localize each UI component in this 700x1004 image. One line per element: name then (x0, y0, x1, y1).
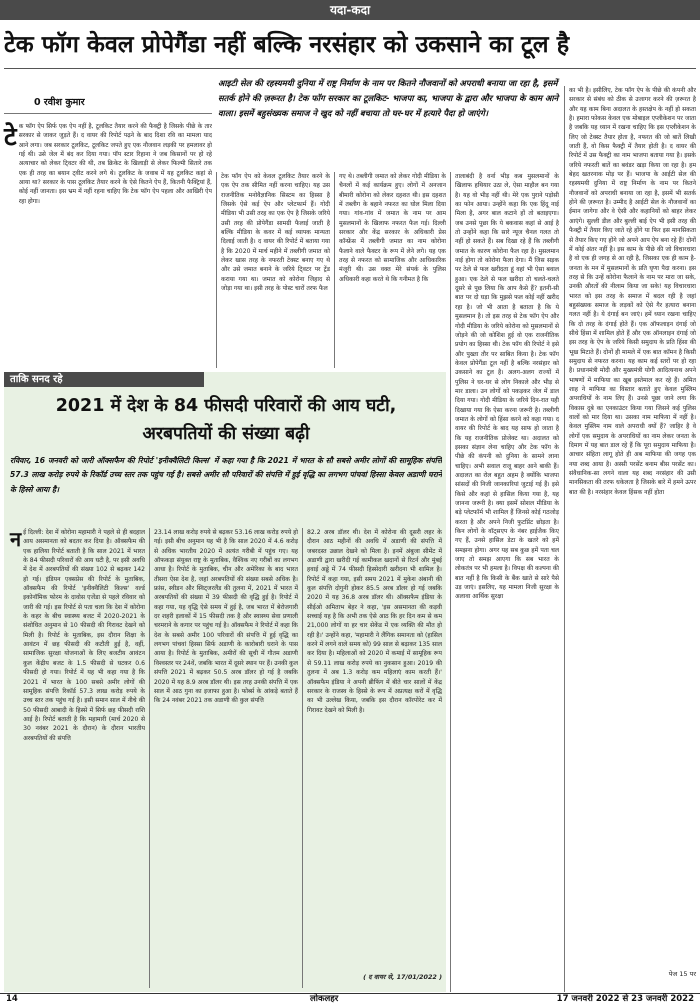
article-2-headline-line-2: अरबपतियों की संख्या बढ़ी (142, 424, 310, 444)
article-2-signoff: ( द वायर से, 17/01/2022 ) (363, 973, 442, 981)
article-body-col-3: गए थे। तब्लीगी जमात को लेकर गोदी मीडिया के चैनलों में कई कार्यक्रम हुए। लोगों में अनजान बीमारी कोरोना को लेकर दहशत थी। इस दहशत में तब्लीग के बहाने नफरत का घोल मिला दिया गया। गांव-गांव में जमात के नाम पर आम मुसलमानों के खिलाफ नफरत फैल गई। दिल्ली सरकार और केंद्र सरकार के अधिकारी प्रेस कॉन्फ्रेंस में तब्लीगी जमात का नाम कोरोना फैलाने वाले फैक्टर के रूप में लेने लगे। यह एक तरह से नफरत को सामाजिक और आधिकारिक मंजूरी थी। उस वक्त मेरे संपर्क के पुलिस अधिकारी कहा करते थे कि गनीमत है कि (339, 173, 446, 283)
continued-note: पेज 15 पर (668, 970, 696, 978)
article-body-col-1 (4, 122, 212, 372)
section-header-band (0, 0, 700, 20)
page-headline: टेक फॉग केवल प्रोपेगैंडा नहीं बल्कि नरसंहार को उकसाने का टूल है (4, 31, 570, 58)
byline: 0 रवीश कुमार (34, 97, 85, 108)
article-deck: आइटी सेल की रहस्यमयी दुनिया में राष्ट्र निर्माण के नाम पर कितने नौजवानों को अपराधी बनाया जा रहा है, इसमें सतर्क होने की ज़रूरत है। टेक फॉग सरकार का टूलकिट- भाजपा का, भाजपा के द्वारा और भाजपा के काम आने वाला। इसमें बहुसंख्यक समाज ने खुद को नहीं बचाया तो घर-घर में हत्यारे पैदा हो जाएंगे। (218, 78, 559, 118)
section-label: यदा-कदा (329, 3, 371, 17)
article-2-col-3: 82.2 अरब डॉलर थी। देश में कोरोना की दूसरी लहर के दौरान आठ महीनों की अवधि में अडाणी की संपत्ति में जबरदस्त उछाल देखने को मिला है। इनमें अंबुजा सीमेंट में अडाणी द्वारा खरीदी गई कामीकल खदानों से रिटर्न और मुंबई हवाई अड्डे में 74 फीसदी हिस्सेदारी खरीदना भी शामिल है। रिपोर्ट में कहा गया, इसी समय 2021 में मुकेश अंबानी की कुल संपत्ति दोगुनी होकर 85.5 अरब डॉलर हो गई जबकि 2020 में यह 36.8 अरब डॉलर थी। ऑक्सफैम इंडिया के सीईओ अमिताभ बेहर ने कहा, 'इस असमानता की कड़वी सच्चाई यह है कि अभी तक ऐसे आठ कि हर दिन कम से कम 21,000 लोगों या हर चार सेकेंड में एक व्यक्ति की मौत हो रही है।' उन्होंने कहा, 'महामारी ने लैंगिक समानता को (हासिल करने में लगने वाले समय को) 99 साल से बढ़ाकर 135 साल कर दिया है। महिलाओं को 2020 में कमाई में सामूहिक रूप से 59.11 लाख करोड़ रुपये का नुकसान हुआ। 2019 की तुलना में अब 1.3 करोड़ कम महिलाएं काम करती हैं।' ऑक्सफैम इंडिया ने अपनी ब्रीफिंग में बीते चार सालों में केंद्र सरकार के राजस्व के हिस्से के रूप में अप्रत्यक्ष करों में वृद्धि का भी उल्लेख किया, जबकि इस दौरान कॉरपोरेट कर में गिरावट देखने को मिली है। (307, 529, 442, 714)
page-number: 14 (6, 994, 18, 1004)
article-body-col-2: टेक फॉग ऐप को केवल टूलकिट तैयार करने के एक ऐप तक सीमित नहीं करना चाहिए। यह उस राजनीतिक मनोवैज्ञानिक सिस्टम का हिस्सा है जिसके ऐसे कई ऐप और प्लेटफार्म हैं। गोदी मीडिया भी उसी तरह का एक ऐप है जिसके जरिये उसी तरह की प्रोपेगैंडा सामग्री फैलाई जाती है बल्कि मीडिया के कवर में कई व्यापक मान्यता दिलाई जाती है। द वायर की रिपोर्ट में बताया गया है कि 2020 में मार्च महीने में तब्लीगी जमात को लेकर खास तरह के नफरती टेक्स्ट बनाए गए थे और उसे जमात बनाने के जरिये टि्वटर पर ट्रेंड कराया गया था। जमात को कोरोना जिहाद से जोड़ा गया था। इसी तरह के पोस्ट चारों तरफ फैल (221, 173, 330, 293)
article-2-col-2: 23.14 लाख करोड़ रुपये से बढ़कर 53.16 लाख करोड़ रुपये हो गई। इसी बीच अनुमान यह भी है कि साल 2020 में 4.6 करोड़ से अधिक भारतीय 2020 में अत्यंत गरीबी में पहुंच गए। यह ऑफकड़ा संयुक्त राष्ट्र के मुताबिक, वैश्विक नए गरीबों का लगभग आधा है। रिपोर्ट के मुताबिक, चीन और अमेरिका के बाद भारत तीसरा ऐसा देश है, जहां अरबपतियों की संख्या सबसे अधिक है। फ्रांस, स्वीडन और स्विट्जरलैंड की तुलना में, 2021 में भारत में अरबपतियों की संख्या में 39 फीसदी की वृद्धि हुई है। रिपोर्ट में कहा गया, यह वृद्धि ऐसे समय में हुई है, जब भारत में बेरोजगारी दर शहरी इलाकों में 15 फीसदी तक है और स्वास्थ्य सेवा प्रणाली चरमराने के कगार पर पहुंच गई है। ऑक्सफैम ने रिपोर्ट में कहा कि देश के सबसे अमीर 100 परिवारों की संपत्ति में हुई वृद्धि का लगभग पांचवां हिस्सा सिर्फ अडाणी के कारोबारी घराने के पास आया है। रिपोर्ट के मुताबिक, अमीरों की सूची में गौतम अडाणी विश्वस्तर पर 24वें, जबकि भारत में दूसरे स्थान पर हैं। उनकी कुल संपत्ति 2021 में बढ़कर 50.5 अरब डॉलर हो गई है जबकि 2020 में यह 8.9 अरब डॉलर थी। इस तरह उनकी संपत्ति में एक साल में आठ गुना का इजाफा हुआ है। फोर्ब्स के आंकड़े बताते हैं कि 24 नवंबर 2021 तक अडाणी की कुल संपत्ति (154, 529, 298, 705)
article-2-headline-line-1: 2021 में देश के 84 फीसदी परिवारों की आय घटी, (55, 396, 397, 416)
issue-date: 17 जनवरी 2022 से 23 जनवरी 2022 (556, 994, 694, 1004)
article-2-col-1 (10, 528, 145, 990)
article-body-col-4: तालाबंदी है वर्ना भीड़ कब मुसलमानों के खिलाफ हथियार उठा ले, ऐसा माहौल बन गया है। यह वो भीड़ नहीं थी। मेरे एक पुराने पड़ोसी का फोन आया। उन्होंने कहा कि एक हिंदू नाई मिला है, अगर बाल कटाने हों तो बताइएगा। जब उनसे पूछा कि ये बकवास कहां से आई है तो उन्होंने कहा कि सारे न्यूज चैनल गलत तो नहीं हो सकते हैं। सब दिखा रहे हैं कि तब्लीगी जमात के कारण कोरोना फैल रहा है। मुसलमान नाई होगा तो कोरोना फैला देगा। मैं जिस सड़क पर ठेले से फल खरीदता हूं वहां भी ऐसा बवाल हुआ। एक ठेले से फल खरीदा तो चलते-चलते दूसरे से पूछ लिया कि आप कैसे हैं? इतनी-सी बात पर दो घड़ा कि मुझसे फल कोई नहीं खरीद रहा है। जो भी आता है बताता है कि ये मुसलमान है। तो इस तरह से टेक फॉग ऐप और गोदी मीडिया के जरिये कोरोना को मुसलमानों से जोड़ने की जो कोशिश हुई वो एक राजनीतिक प्रयोग का हिस्सा थी। टेक फॉग की रिपोर्ट ने इसे और पुख्ता तौर पर साबित किया है। टेक फॉग केवल प्रोपेगैंडा टूल नहीं है बल्कि नरसंहार को उकसाने का टूल है। अलग-अलग राज्यों में पुलिस ने घर-घर से लोग निकाले और भीड़ से मार डाला। उन लोगों को पकड़कर जेल में डाल दिया गया। गोदी मीडिया के जरिये दिन-रात यही दिखाया गया कि ऐसा करना जरूरी है। तब्लीगी जमात के लोगों को हिंसा करने को कहा गया। द वायर की रिपोर्ट के बाद यह साफ हो जाता है कि यह राजनीतिक प्रोजेक्ट था। अदालत को इसका संज्ञान लेना चाहिए और टेक फॉग के पीछे की कंपनी को दुनिया के सामने लाना चाहिए। अभी सवाल राजू बाहर आने बाकी हैं। अदालत का रोल बहुत अहम है क्योंकि भाजपा सांसदों की निजी जानकारियां जुटाई गई हैं। इसे किसे और कहां से हासिल किया गया है, यह जानना जरूरी है। क्या इसमें सोशल मीडिया के बड़े प्लेटफॉर्म भी शामिल हैं जिनसे कोई गठजोड़ करता है और अपने निजी फुटप्रिंट छोड़ता है। किन लोगों के वॉट्सएप के नंबर हाईजैक किए गए हैं, उनसे हासिल डेटा के खतरे को हमें समझना होगा। अगर यह सब कुछ हमें पता चल जाए तो समझ आएगा कि सब भारत के लोकतंत्र पर भी हमला है। विपक्ष की कल्पना की बात नहीं है कि किसी के बैंक खाते से सारे पैसे उड़ जाएं। इसलिए, यह मामला निजी सुरक्षा के अलावा आर्थिक सुरक्षा (455, 173, 559, 601)
kicker-band (4, 372, 204, 387)
publication-name: लोकलहर (310, 994, 339, 1004)
body-text: क फॉग ऐप सिर्फ एक ऐप नहीं है, टूलकिट तैयार करने की फैक्ट्री है जिसके पीछे के तार सरकार से जाकर जुड़ते हैं। द वायर की रिपोर्ट पढ़ने के बाद दिशा रवि का मामला याद आने लगा। जब सरकार टूलकिट, टूलकिट जपते हुए एक नौजवान लड़की पर हमलावर हो गई थी। उसे जेल में बंद कर दिया गया। पॉप स्टार रिहाना ने जब किसानों पर हो रहे अत्याचार को लेकर टि्वटर की थी, तब क्रिकेट के खिलाड़ी से लेकर फिल्मी सितारे तक एक ही तरह का बयान ट्वीट करने लगे थे। टूलकिट के जवाब में यह टूलकिट कहां से आया था? सरकार के पास टूलकिट तैयार करने के ऐसे कितने ऐप हैं, कितनी फैक्ट्रियां हैं, कोई नहीं जानता। इस भ्रम में नहीं रहना चाहिए कि टेक फॉग ऐप पहला और आखिरी ऐप रहा होगा। (18, 123, 212, 205)
article-body-col-5: का भी है। इसीलिए, टेक फॉग ऐप के पीछे की कंपनी और सरकार से संबंध को ठीक से उजागर करने की ज़रूरत है और यह काम बिना अदालत के हस्तक्षेप के नहीं हो सकता है। हमारा फोकस केवल एक मोबाइल एप्लीकेशन पर जाता है जबकि यह ध्यान में रखना चाहिए कि इस एप्लीकेशन के लिए जो टेक्स्ट तैयार होता है, नफरत की जो बातें लिखी जाती हैं, वो किस फैक्ट्री में तैयार होती है। द वायर की रिपोर्ट में उस फैक्ट्री का नाम भाजपा बताया गया है। इसके जरिये नफरती बातें का बवंडर खड़ा किया जा रहा है। हम बेहद खतरनाक मोड़ पर हैं। भाजपा के आईटी सेल की रहस्यमयी दुनिया में राष्ट्र निर्माण के नाम पर कितने नौजवानों को अपराधी बनाया जा रहा है, इसमें भी सतर्क होने की ज़रूरत है। उम्मीद है आईटी सेल के नौजवानों का ईमान जागेगा और वे ऐसी और कहानियों को बाहर लेकर आएंगे। सुल्ली डील और बुल्ली बाई ऐप भी इसी तरह की फैक्ट्री में तैयार किए जाते रहे होंगे या फिर इस मानसिकता से तैयार किए गए होंगे जो अपने आप ऐप बना रहे हैं! दोनों में कोई अंतर नहीं है। इस काम के पीछे की जो विचारधारा है वो एक ही जगह से आ रही है, जिसका एक ही काम है- जनता के मन में मुसलमानों के प्रति घृणा पैदा करना। इस तरह से कि उन्हें कोरोना फैलाने के नाम पर मारा जा सके, उनकी औरतों की नीलाम किया जा सके! यह विचारधारा भारत को इस तरह के समाज में बदल रही है जहां बहुसंख्यक समाज के लड़कों को ऐसे गैर हत्यारा बनाना गलत नहीं है। ये दंगाई बन जाएं। हमें ध्यान रखना चाहिए कि दो तरह के दंगाई होते हैं। एक ऑफलाइन दंगाई जो सीधे हिंसा में शामिल होते हैं और एक ऑनलाइन दंगाई जो इस तरह के ऐप के जरिये किसी समुदाय के प्रति हिंसा की भूख मिटाते हैं। दोनों ही मामले में एक बात कॉमन है किसी समुदाय से नफरत करना। यह काम कई स्तरों पर हो रहा है। प्रधानमंत्री मोदी और मुख्यमंत्री योगी आदित्यनाथ अपने भाषणों में माफिया का खूब इस्तेमाल कर रहे हैं। अमित शाह ने माफिया का विस्तार बताते हुए केवल मुस्लिम अपराधियों के नाम लिए हैं। उनसे पूछा जाने लगा कि विकास दुबे का एनकाउंटर किया गया जिसने कई पुलिस वालों को मार दिया था। उसका नाम माफिया में नहीं है। केवल मुस्लिम नाम वाले अपराधी क्यों हैं? जाहिर है वे लोगों एक समुदाय के अपराधियों का नाम लेकर जनता के दिमाग में यह बात डाल रहे हैं कि पूरा समुदाय माफिया है। आचार संहिता लागू होते ही अब माफिया की जगह एक नया शब्द आया है। अस्सी परसेंट बनाम बीस परसेंट का। संवैधानिक-सा लगने वाला यह शब्द नरसंहार की उसी मानसिकता की तरफ धकेलता है जिसके बारे में हमने ऊपर बात की है। नरसंहार केवल हिंसक नहीं होता (569, 87, 696, 496)
body-text: ई दिल्ली: देश में कोरोना महामारी ने पहले से ही बदहाल आय असमानता को बदतर कर दिया है। ऑक्सफैम की एक हालिया रिपोर्ट बताती है कि साल 2021 में भारत के 84 फीसदी परिवारों की आय घटी है, पर इसी अवधि में देश में अरबपतियों की संख्या 102 से बढ़कर 142 हो गई। इंडियन एक्सप्रेस की रिपोर्ट के मुताबिक, ऑक्सफैम की रिपोर्ट 'इनीक्वैलिटी किल्स' वर्ल्ड इकोनॉमिक फोरम के दावोस एजेंडा से पहले रविवार को जारी की गई। इस रिपोर्ट से पता चला कि देश में कोरोना के कहर के बीच स्वास्थ्य बजट में 2020-2021 के संशोधित अनुमान से 10 फीसदी की गिरावट देखने को मिली है। रिपोर्ट के मुताबिक, इस दौरान शिक्षा के आवंटन में छह फीसदी की कटौती हुई है, वहीं, सामाजिक सुरक्षा योजनाओं के लिए बजटीय आवंटन कुल केंद्रीय बजट के 1.5 फीसदी से घटकर 0.6 फीसदी हो गया। रिपोर्ट में यह भी कहा गया है कि 2021 में भारत के 100 सबसे अमीर लोगों की सामूहिक संपत्ति रिकॉर्ड 57.3 लाख करोड़ रुपये के उच्च स्तर तक पहुंच गई है। इसी समान साल में नीचे की 50 फीसदी आबादी के हिस्से में सिर्फ छह फीसदी राशि आई है। रिपोर्ट बताती है कि महामारी (मार्च 2020 से 30 नवंबर 2021 के दौरान) के दौरान भारतीय अरबपतियों की संपत्ति (23, 529, 145, 742)
kicker-label: ताकि सनद रहे (10, 374, 63, 385)
article-2-deck: रविवार, 16 जनवरी को जारी ऑक्सफैम की रिपोर्ट 'इनीक्वैलिटी किल्स' में कहा गया है कि 2021 में भारत के सौ सबसे अमीर लोगों की सामूहिक संपत्ति 57.3 लाख करोड़ रुपये के रिकॉर्ड उच्च स्तर तक पहुंच गई है। सबसे अमीर सौ परिवारों की संपत्ति में हुई वृद्धि का लगभग पांचवां हिस्सा केवल अडाणी घराने के हिस्से आया है। (10, 456, 442, 494)
dropcap: न (10, 527, 22, 551)
dropcap: टे (4, 122, 17, 151)
